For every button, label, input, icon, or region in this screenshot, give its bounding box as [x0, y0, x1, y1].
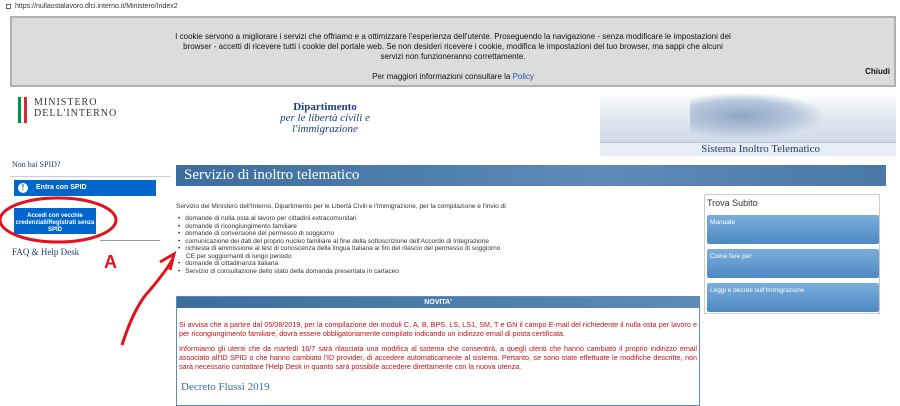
cookie-message: I cookie servono a migliorare i servizi che offriamo e a ottimizzare l'esperienza dell'utente. Proseguendo la navigazione - senza modificare le impostazioni del browser - accetti di ricevere tutti i cookie del portale web. Se non desideri ricevere i cookie, modifica le impostazioni del tuo browser, ma sappi che alcuni servizi non funzioneranno correttamente. — [175, 32, 731, 61]
trova-item-come-fare[interactable] — [707, 249, 879, 278]
list-item: • domande di cittadinanza italiana — [178, 260, 500, 268]
address-bar[interactable] — [0, 0, 900, 14]
news-header: NOVITA' — [177, 297, 699, 308]
news-box — [176, 296, 700, 406]
list-item: • comunicazione dei dati del proprio nucleo familiare al fine della sottoscrizione dell'Accordo di Integrazione — [178, 238, 500, 246]
trova-subito-panel — [704, 194, 880, 314]
news-paragraph-2: Informiamo gli utenti che da martedì 16/7 sarà rilasciata una modifica al sistema che consentirà, a quegli utenti che hanno cambiato il proprio indirizzo email associato all'ID SPID o che hanno cambiato l'ID provider, di accedere automaticamente al sistema. Pertanto, se sono state effettuate le modifiche descritte, non sarà necessario contattare l'Help Desk in quanto sarà possibile accedere direttamente con la nuova utenza. — [179, 344, 697, 371]
user-icon: ! — [18, 183, 28, 193]
services-list — [178, 215, 500, 275]
cookie-banner — [10, 16, 896, 87]
annotation-arrow-head — [160, 254, 174, 270]
system-name: Sistema Inoltro Telematico — [701, 143, 820, 155]
decree-heading[interactable]: Decreto Flussi 2019 — [181, 381, 270, 393]
ministry-line1: MINISTERO — [34, 97, 98, 108]
trova-item-label: Come fare per — [710, 253, 752, 260]
trova-item-label: Leggi e decreti sull'Immigrazione — [710, 287, 805, 294]
list-item: • domande di nulla osta al lavoro per cittadini extracomunitari — [178, 215, 500, 223]
spid-login-button[interactable] — [14, 180, 156, 196]
cookie-close-button[interactable]: Chiudi — [865, 67, 890, 76]
page-title: Servizio di inoltro telematico — [176, 165, 886, 186]
annotation-arrow-shaft — [122, 260, 172, 345]
cookie-more-info — [12, 72, 894, 82]
dept-line3: l'immigrazione — [292, 123, 358, 135]
header-banner — [600, 92, 896, 156]
ministry-logo[interactable] — [18, 97, 117, 123]
lock-icon — [6, 4, 11, 9]
news-paragraph-1: Si avvisa che a partire dal 05/08/2019, per la compilazione dei moduli C, A, B, BPS, LS, LS1, SM, T e GN il campo E-mail del richiedente il nulla osta per lavoro e per ricongiungimento familiare, dovrà essere obbligatoriamente compilato indicando un indirizzo email di posta certificata. — [179, 320, 697, 338]
list-item: CE per soggiornanti di lungo periodo — [186, 252, 292, 260]
cookie-more-prefix: Per maggiori informazioni consultare la — [372, 72, 513, 81]
policy-link[interactable]: Policy — [512, 72, 534, 81]
list-item: • domande di ricongiungimento familiare — [178, 223, 500, 231]
trova-item-leggi[interactable] — [707, 283, 879, 312]
intro-text: Servizio del Ministero dell'Interno, Dipartimento per le Libertà Civili e l'Immigrazione, per la compilazione e l'invio di: — [176, 203, 508, 210]
trova-item-manuale[interactable] — [707, 215, 879, 244]
url-text: https://nullaostalavoro.dlci.interno.it/Ministero/Index2 — [15, 3, 178, 10]
faq-helpdesk-link[interactable]: FAQ & Help Desk — [12, 247, 80, 257]
divider — [100, 240, 160, 241]
trova-item-label: Manuale — [710, 219, 735, 226]
europe-map-image — [690, 94, 820, 138]
old-credentials-button[interactable]: Accedi con vecchie credenziali/Registrati senza SPID — [14, 208, 96, 234]
italian-flag-icon — [18, 97, 27, 123]
annotation-letter: A — [104, 252, 117, 272]
list-item: • domande di conversione del permesso di soggiorno — [178, 230, 500, 238]
divider — [10, 176, 170, 177]
spid-button-label: Entra con SPID — [36, 184, 87, 191]
dept-line1: Dipartimento — [293, 101, 357, 113]
department-logo — [260, 102, 390, 135]
list-item: • richiesta di ammissione al test di conoscenza della lingua Italiana ai fini del rilascio del permesso di soggiorno — [178, 245, 500, 253]
no-spid-label: Non hai SPID? — [12, 160, 61, 169]
trova-subito-title: Trova Subito — [707, 198, 758, 208]
dept-line2: per le libertà civili e — [280, 112, 370, 124]
list-item: • Servizio di consultazione dello stato della domanda presentata in cartaceo — [178, 268, 500, 276]
ministry-line2: DELL'INTERNO — [34, 108, 118, 119]
